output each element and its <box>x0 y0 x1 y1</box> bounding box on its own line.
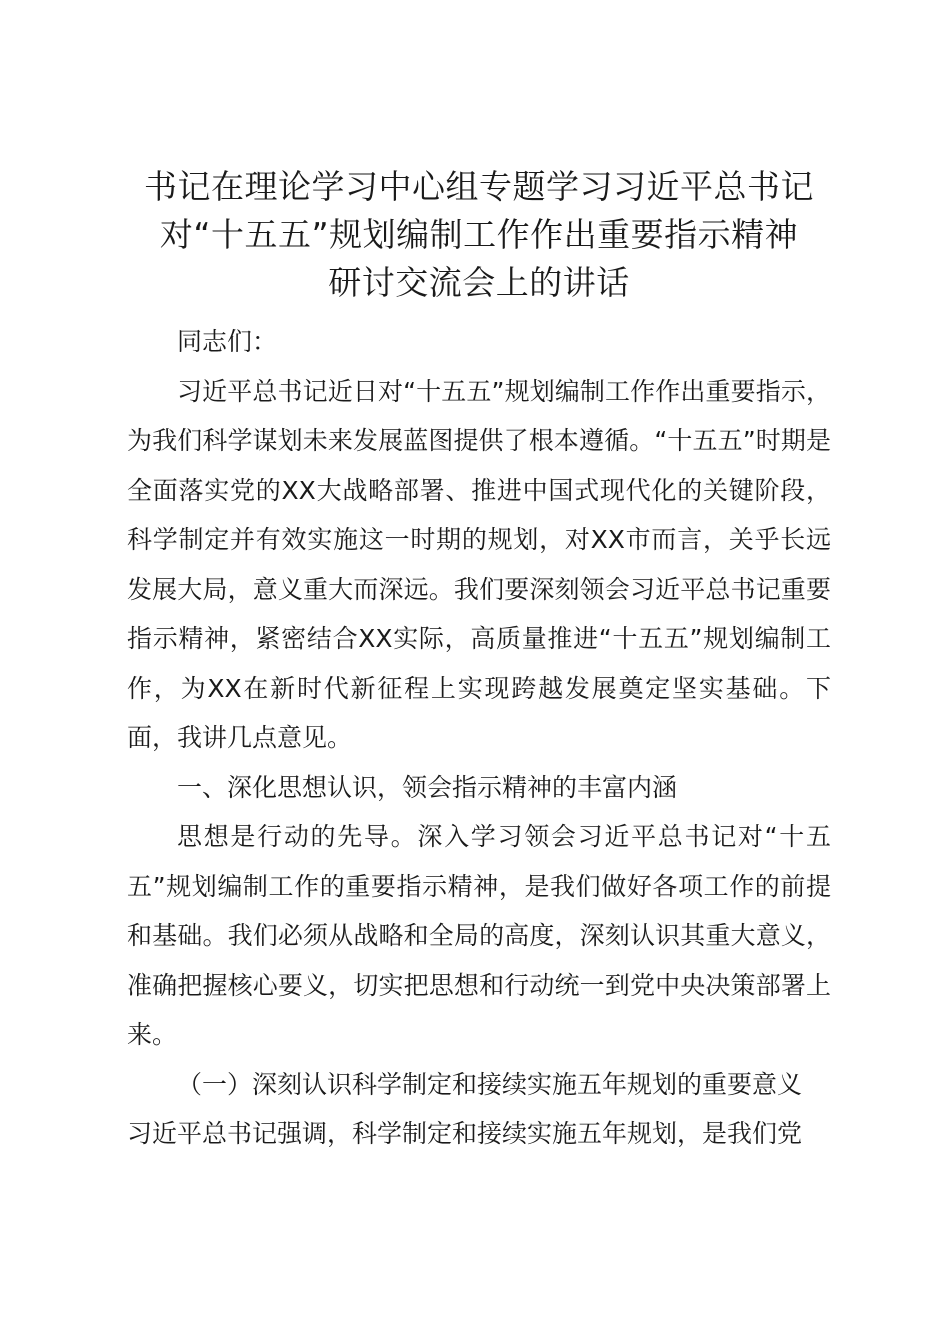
title-line-2: 对“十五五”规划编制工作作出重要指示精神 <box>159 215 799 254</box>
salutation: 同志们： <box>177 327 278 356</box>
section-1-heading: 一、深化思想认识，领会指示精神的丰富内涵 <box>177 772 678 802</box>
section-1-paragraph: 思想是行动的先导。深入学习领会习近平总书记对“十五五”规划编制工作的重要指示精神，是我们做好各项工作的前提和基础。我们必须从战略和全局的高度，深刻认识其重大意义，准确把握核心要义，切实把思想和行动统一到党中央决策部署上来。 <box>127 822 831 1049</box>
intro-paragraph: 习近平总书记近日对“十五五”规划编制工作作出重要指示，为我们科学谋划未来发展蓝图提供了根本遵循。“十五五”时期是全面落实党的XX大战略部署、推进中国式现代化的关键阶段，科学制定并有效实施这一时期的规划，对XX市而言，关乎长远发展大局，意义重大而深远。我们要深刻领会习近平总书记重要指示精神，紧密结合XX实际，高质量推进“十五五”规划编制工作，为XX在新时代新征程上实现跨越发展奠定坚实基础。下面，我讲几点意见。 <box>127 376 831 752</box>
document-page <box>127 163 831 1159</box>
document-title <box>127 163 831 307</box>
subsection-1-heading: （一）深刻认识科学制定和接续实施五年规划的重要意义 <box>177 1069 803 1099</box>
title-line-3: 研讨交流会上的讲话 <box>328 263 630 302</box>
document-body <box>127 317 831 1159</box>
title-line-1: 书记在理论学习中心组专题学习习近平总书记 <box>144 167 814 206</box>
subsection-1-paragraph: 习近平总书记强调，科学制定和接续实施五年规划，是我们党 <box>127 1119 803 1148</box>
